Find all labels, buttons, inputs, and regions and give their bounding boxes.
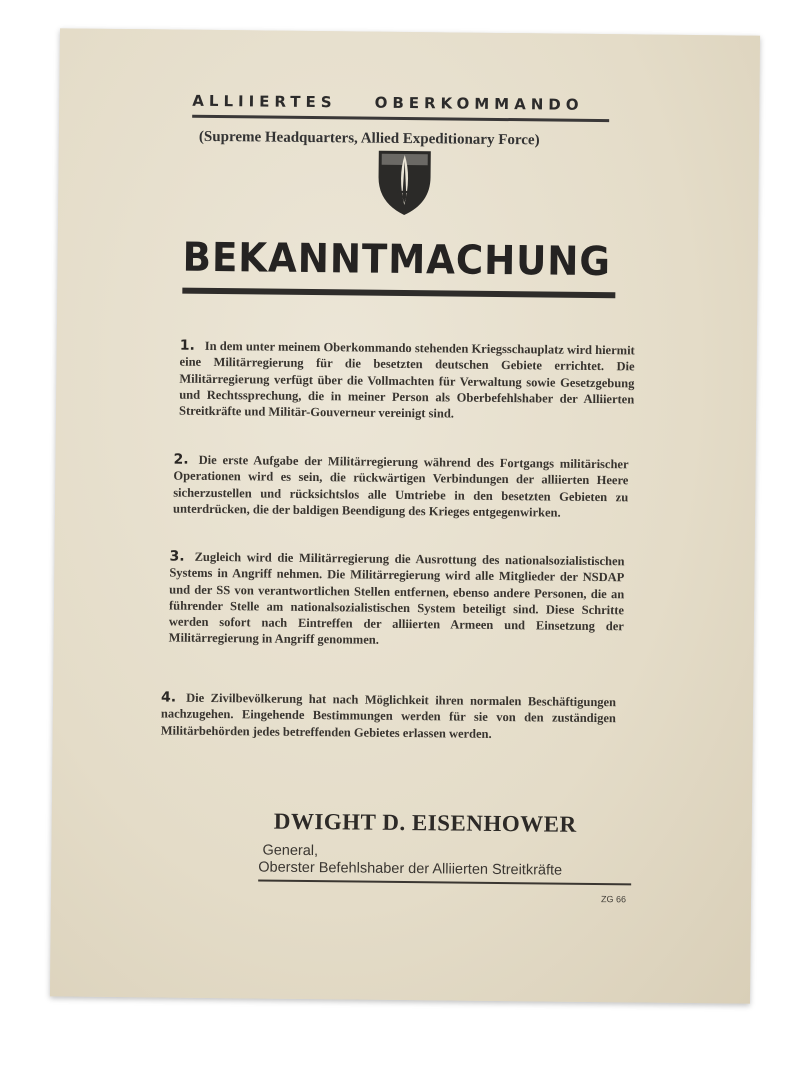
paragraph-number: 3. <box>169 548 185 565</box>
signature-underline <box>258 879 631 885</box>
authority-word-2: OBERKOMMANDO <box>374 93 584 114</box>
page-title: BEKANNTMACHUNG <box>182 234 612 286</box>
paragraph-2 <box>173 452 629 522</box>
authority-word-1: ALLIIERTES <box>192 91 337 112</box>
paragraph-4 <box>161 689 616 743</box>
paragraph-text: In dem unter meinem Oberkommando stehenden Kriegsschauplatz wird hiermit eine Militärregierung für die besetzten deutschen Gebiete errichtet. Die Militärregierung verfügt über die Vollmachten für Verwaltung sowie Gesetzgebung und Rechtssprechung, die in meiner Person als Oberbefehlshaber der Alliierten Streitkräfte und Militär-Gouverneur vereinigt sind. <box>179 338 635 421</box>
signatory-position: Oberster Befehlshaber der Alliierten Streitkräfte <box>258 859 563 879</box>
paragraph-number: 2. <box>173 451 189 468</box>
paragraph-text: Die Zivilbevölkerung hat nach Möglichkeit ihren normalen Beschäftigungen nachzugehen. Eingehende Bestimmungen werden für sie von den zuständigen Militärbehörden jedes betreffenden Gebietes erlassen werden. <box>160 690 617 741</box>
signatory-name: DWIGHT D. EISENHOWER <box>273 808 577 837</box>
issuing-authority <box>192 92 612 114</box>
authority-subtitle: (Supreme Headquarters, Allied Expeditionary Force) <box>198 128 540 149</box>
paragraph-number: 1. <box>179 337 195 354</box>
shaef-shoulder-patch-icon <box>375 147 434 218</box>
signatory-rank: General, <box>262 842 319 860</box>
proclamation-sheet <box>50 28 760 1003</box>
paragraph-3 <box>169 549 625 652</box>
paragraph-1 <box>179 338 635 424</box>
title-underline <box>182 288 615 299</box>
form-code: ZG 66 <box>600 894 627 905</box>
paragraph-text: Die erste Aufgabe der Militärregierung während des Fortgangs militärischer Operationen wird es sein, die rückwärtigen Verbindungen der alliierten Heere sicherzustellen und rücksichtslos alle Umtriebe in den besetzten Gebieten zu unterdrücken, die der baldigen Beendigung des Krieges entgegenwirken. <box>172 452 629 520</box>
paragraph-number: 4. <box>161 689 177 706</box>
header-divider <box>192 115 609 122</box>
paragraph-text: Zugleich wird die Militärregierung die Ausrottung des nationalsozialistischen Systems in Angriff nehmen. Die Militärregierung wird alle Mitglieder der NSDAP und der SS von verantwortlichen Stellen entfernen, ebenso andere Personen, die an führender Stelle am nationalsozialistischen System beteiligt sind. Diese Schritte werden sofort nach Eintreffen der alliierten Armeen und Einsetzung der Militärregierung in Angriff genommen. <box>168 549 625 648</box>
